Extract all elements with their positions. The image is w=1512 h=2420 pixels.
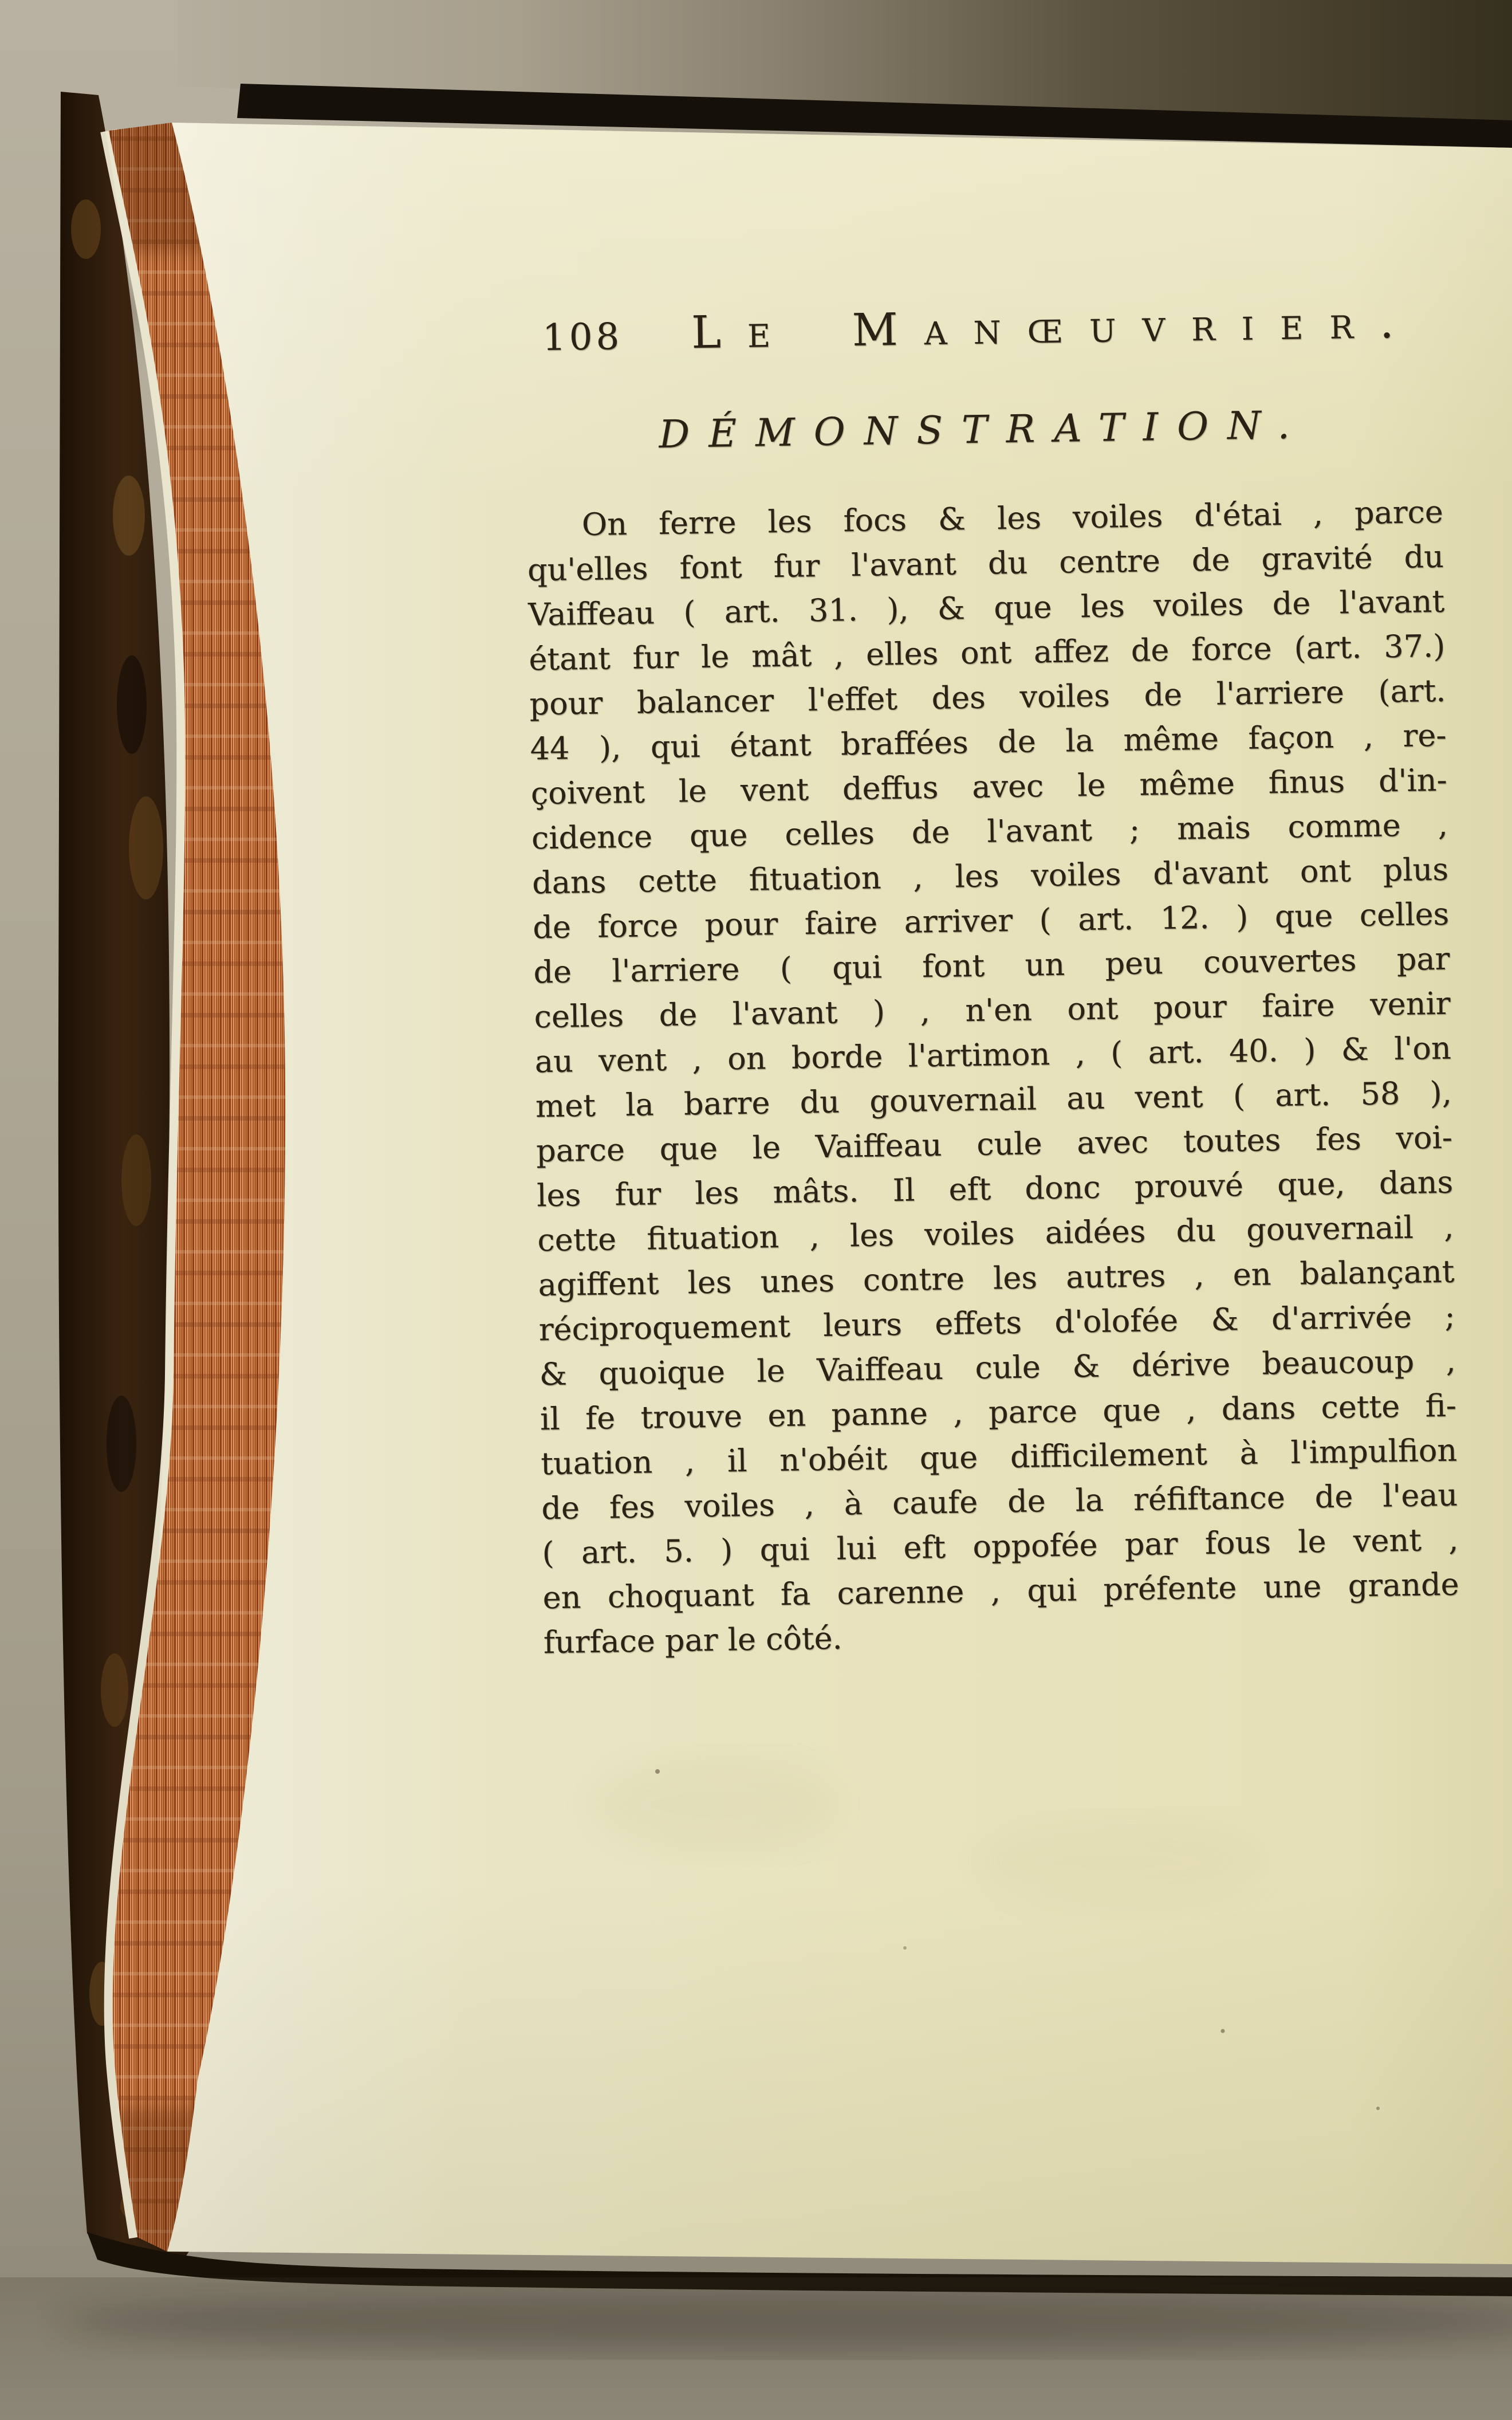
body-line: Vaiffeau ( art. 31. ), & que les voiles de l'avant	[527, 583, 1445, 633]
body-line: ( art. 5. ) qui lui eft oppofée par fous le vent ,	[542, 1521, 1459, 1572]
body-line: dans cette fituation , les voiles d'avant ont plus	[531, 851, 1449, 901]
page-number: 108	[542, 316, 623, 360]
body-line: çoivent le vent deffus avec le même finus d'in-	[530, 761, 1448, 812]
body-line: met la barre du gouvernail au vent ( art. 58 ),	[535, 1074, 1452, 1125]
body-line: de l'arriere ( qui font un peu couvertes par	[533, 940, 1450, 991]
body-line: de force pour faire arriver ( art. 12. ) que celles	[532, 895, 1450, 946]
body-line: de fes voiles , à caufe de la réfiftance de l'eau	[541, 1476, 1458, 1527]
body-line: il fe trouve en panne , parce que , dans cette fi-	[540, 1387, 1457, 1437]
body-line: cidence que celles de l'avant ; mais comme ,	[531, 806, 1448, 857]
body-text	[526, 490, 1460, 1665]
body-line: en choquant fa carenne , qui préfente une grande	[542, 1566, 1460, 1616]
body-line: 44 ), qui étant braffées de la même façon , re-	[530, 717, 1447, 767]
body-line: tuation , il n'obéit que difficilement à l'impulfion	[540, 1432, 1458, 1482]
table-shadow-gradient	[0, 2277, 1512, 2420]
body-line: cette fituation , les voiles aidées du gouvernail ,	[537, 1208, 1454, 1259]
section-heading: DÉMONSTRATION.	[658, 402, 1309, 457]
body-line: agiffent les unes contre les autres , en balançant	[538, 1253, 1455, 1303]
body-line: On ferre les focs & les voiles d'étai , parce	[581, 493, 1444, 543]
body-line: au vent , on borde l'artimon , ( art. 40. ) & l'on	[534, 1030, 1452, 1080]
body-line: pour balancer l'effet des voiles de l'arriere (art.	[529, 672, 1446, 722]
body-line: & quoique le Vaiffeau cule & dérive beaucoup ,	[539, 1342, 1456, 1393]
body-line: parce que le Vaiffeau cule avec toutes fes voi-	[536, 1119, 1453, 1169]
body-line: furface par le côté.	[543, 1620, 843, 1661]
body-line: les fur les mâts. Il eft donc prouvé que, dans	[536, 1164, 1454, 1214]
body-line: réciproquement leurs effets d'olofée & d'arrivée ;	[538, 1298, 1456, 1348]
body-line: étant fur le mât , elles ont affez de force (art. 37.)	[529, 627, 1446, 678]
printed-page-text	[523, 296, 1460, 1665]
body-line: celles de l'avant ) , n'en ont pour faire venir	[534, 985, 1451, 1035]
running-title: Le Manœuvrier.	[691, 296, 1421, 359]
body-line: qu'elles font fur l'avant du centre de gravité du	[527, 538, 1444, 588]
